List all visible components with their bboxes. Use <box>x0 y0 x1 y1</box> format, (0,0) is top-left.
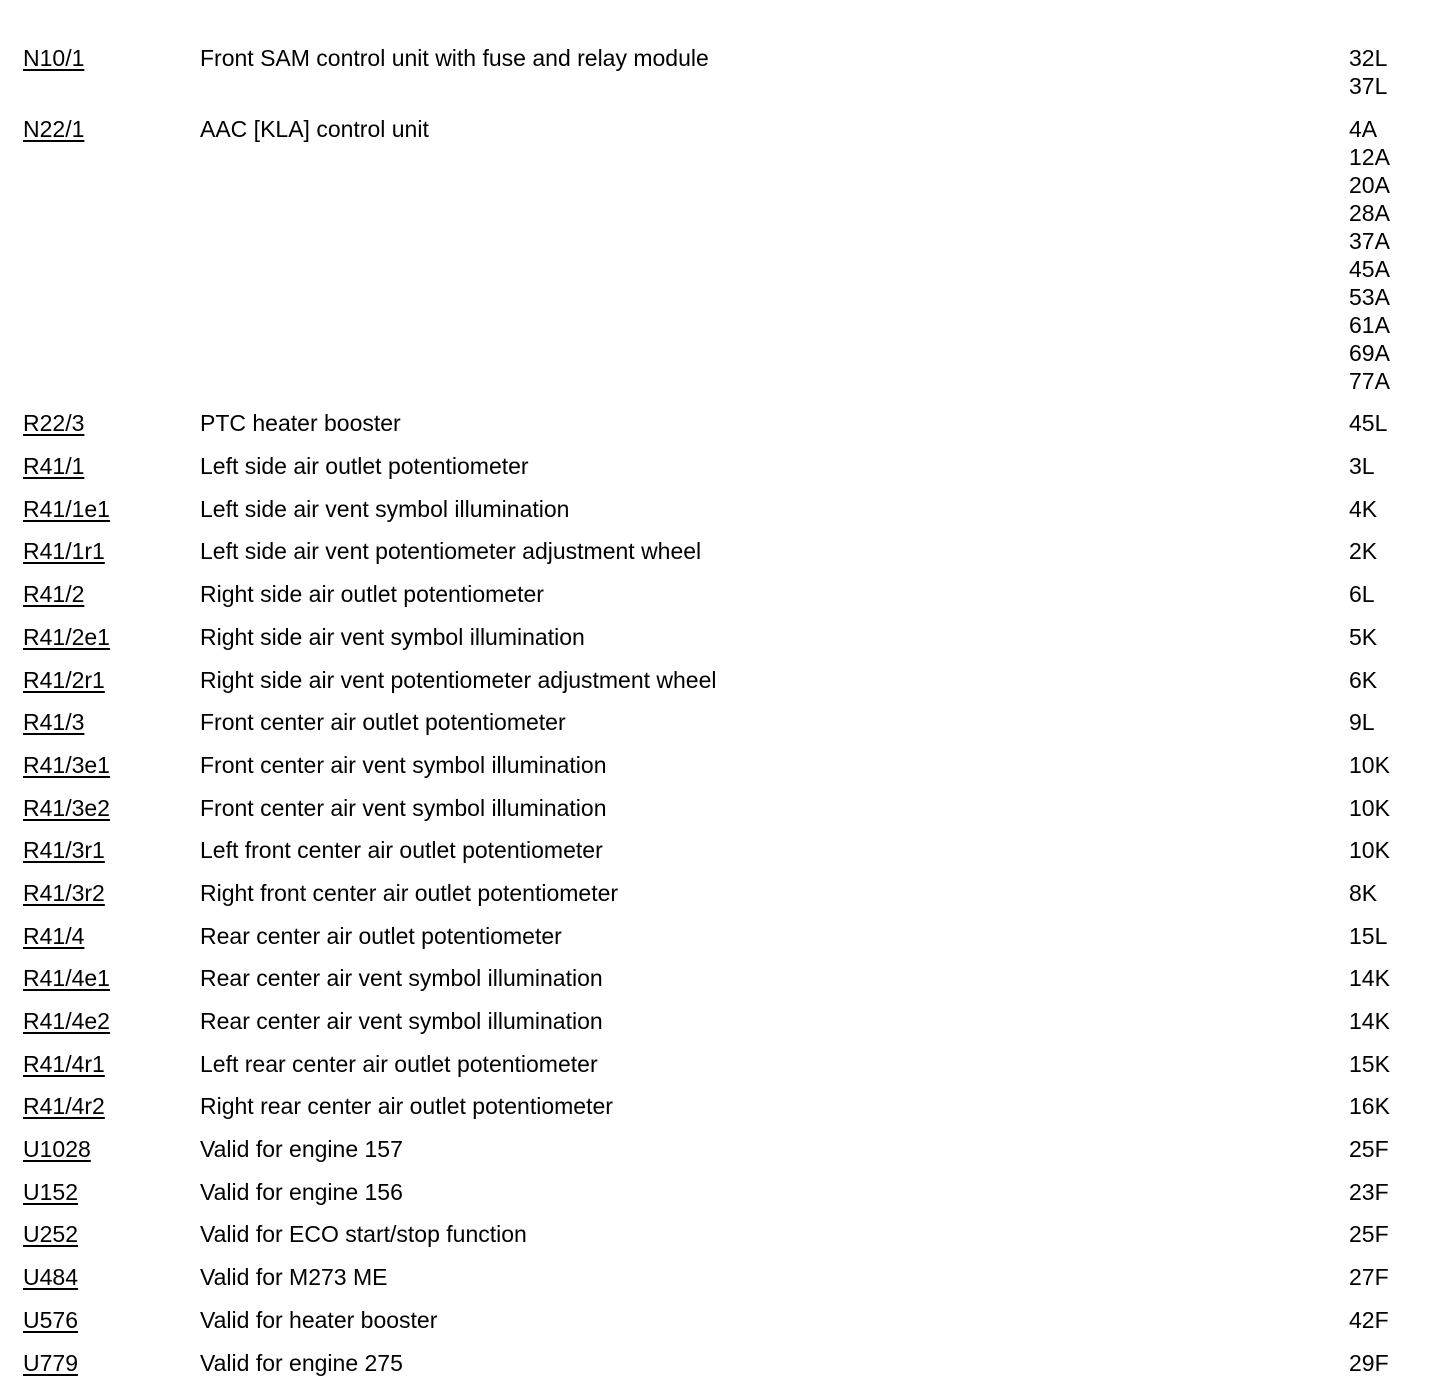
grid-location: 14K <box>1349 1008 1390 1034</box>
grid-locations <box>1349 964 1440 992</box>
component-code-link[interactable]: R41/4e1 <box>23 965 110 992</box>
grid-location: 6K <box>1349 666 1378 693</box>
component-code-link[interactable]: N10/1 <box>23 45 85 71</box>
legend-row <box>0 1349 1440 1377</box>
grid-location: 69A <box>1349 339 1390 366</box>
grid-location: 10K <box>1349 751 1390 778</box>
grid-location: 3L <box>1349 453 1375 480</box>
component-description: Rear center air vent symbol illumination <box>200 965 603 992</box>
component-code-link[interactable]: R41/2e1 <box>23 623 110 650</box>
component-description: Right rear center air outlet potentiometer <box>200 1093 613 1120</box>
grid-locations <box>1349 623 1440 651</box>
legend-row <box>0 836 1440 864</box>
component-description: Left front center air outlet potentiometer <box>200 837 603 864</box>
component-description: Front center air vent symbol illumination <box>200 794 607 821</box>
grid-location: 14K <box>1349 965 1390 992</box>
grid-location: 8K <box>1349 879 1378 906</box>
legend-row <box>0 1306 1440 1334</box>
grid-locations <box>1349 1306 1440 1334</box>
grid-locations <box>1349 708 1440 736</box>
grid-locations <box>1349 879 1440 907</box>
legend-row <box>0 879 1440 907</box>
grid-locations <box>1349 537 1440 565</box>
component-code-link[interactable]: R41/1r1 <box>23 538 105 565</box>
grid-location: 77A <box>1349 367 1390 394</box>
grid-location: 45A <box>1349 255 1390 282</box>
component-description: Right side air vent potentiometer adjustment wheel <box>200 666 717 693</box>
grid-locations <box>1349 580 1440 608</box>
grid-location: 61A <box>1349 311 1390 338</box>
component-description: Valid for M273 ME <box>200 1264 388 1291</box>
legend-row <box>0 580 1440 608</box>
legend-row <box>0 1178 1440 1206</box>
legend-row <box>0 44 1440 100</box>
grid-location: 53A <box>1349 283 1390 310</box>
legend-row <box>0 495 1440 523</box>
grid-location: 15K <box>1349 1050 1390 1077</box>
legend-row <box>0 1263 1440 1291</box>
grid-location: 6L <box>1349 581 1375 608</box>
grid-locations <box>1349 495 1440 523</box>
component-code-link[interactable]: U152 <box>23 1178 78 1205</box>
component-code-link[interactable]: R41/3e2 <box>23 794 110 821</box>
grid-locations <box>1349 1050 1440 1078</box>
grid-locations <box>1349 1007 1440 1035</box>
legend-row <box>0 537 1440 565</box>
component-code-link[interactable]: R41/1 <box>23 453 85 480</box>
component-code-link[interactable]: R41/4e2 <box>23 1008 110 1034</box>
grid-location: 42F <box>1349 1306 1389 1333</box>
component-code-link[interactable]: R41/3r1 <box>23 837 105 864</box>
grid-locations <box>1349 922 1440 950</box>
component-description: PTC heater booster <box>200 410 401 437</box>
legend-row <box>0 115 1440 395</box>
component-description: Left side air vent symbol illumination <box>200 495 570 522</box>
legend-row <box>0 1007 1440 1035</box>
grid-locations <box>1349 836 1440 864</box>
grid-location: 37A <box>1349 227 1390 254</box>
grid-locations <box>1349 1349 1440 1377</box>
component-description: Right side air vent symbol illumination <box>200 623 585 650</box>
component-code-link[interactable]: R41/2r1 <box>23 666 105 693</box>
component-code-link[interactable]: R41/1e1 <box>23 495 110 522</box>
grid-location: 4A <box>1349 115 1378 142</box>
grid-locations <box>1349 44 1440 100</box>
component-code-link[interactable]: R41/3r2 <box>23 879 105 906</box>
grid-location: 10K <box>1349 837 1390 864</box>
grid-locations <box>1349 409 1440 437</box>
grid-location: 25F <box>1349 1136 1389 1163</box>
component-code-link[interactable]: R41/3 <box>23 709 85 736</box>
grid-location: 10K <box>1349 794 1390 821</box>
component-code-link[interactable]: R41/4r1 <box>23 1050 105 1077</box>
grid-location: 4K <box>1349 495 1378 522</box>
component-code-link[interactable]: U576 <box>23 1306 78 1333</box>
grid-locations <box>1349 666 1440 694</box>
legend-row <box>0 1220 1440 1248</box>
grid-locations <box>1349 115 1440 395</box>
component-code-link[interactable]: U484 <box>23 1264 78 1291</box>
grid-location: 28A <box>1349 199 1390 226</box>
legend-row <box>0 666 1440 694</box>
component-description: Rear center air outlet potentiometer <box>200 922 562 949</box>
component-description: Rear center air vent symbol illumination <box>200 1008 603 1034</box>
legend-row <box>0 964 1440 992</box>
grid-location: 23F <box>1349 1178 1389 1205</box>
legend-row <box>0 1092 1440 1120</box>
grid-location: 37L <box>1349 73 1388 99</box>
component-code-link[interactable]: U1028 <box>23 1136 91 1163</box>
grid-locations <box>1349 1220 1440 1248</box>
component-description: AAC [KLA] control unit <box>200 115 429 142</box>
component-code-link[interactable]: R41/3e1 <box>23 751 110 778</box>
component-description: Valid for engine 275 <box>200 1349 403 1376</box>
grid-location: 32L <box>1349 45 1388 71</box>
component-description: Left rear center air outlet potentiometer <box>200 1050 598 1077</box>
legend-row <box>0 751 1440 779</box>
component-description: Right side air outlet potentiometer <box>200 581 544 608</box>
component-description: Front SAM control unit with fuse and relay module <box>200 45 709 71</box>
component-code-link[interactable]: N22/1 <box>23 115 85 142</box>
component-description: Right front center air outlet potentiometer <box>200 879 619 906</box>
grid-location: 45L <box>1349 410 1388 437</box>
component-code-link[interactable]: R41/2 <box>23 581 85 608</box>
grid-locations <box>1349 1092 1440 1120</box>
legend-row <box>0 623 1440 651</box>
grid-locations <box>1349 1135 1440 1163</box>
grid-location: 27F <box>1349 1264 1389 1291</box>
grid-location: 16K <box>1349 1093 1390 1120</box>
component-description: Valid for heater booster <box>200 1306 438 1333</box>
legend-row <box>0 922 1440 950</box>
legend-row <box>0 1050 1440 1078</box>
component-description: Front center air outlet potentiometer <box>200 709 566 736</box>
component-code-link[interactable]: R41/4 <box>23 922 85 949</box>
legend-row <box>0 452 1440 480</box>
component-description: Valid for ECO start/stop function <box>200 1221 527 1248</box>
component-description: Valid for engine 157 <box>200 1136 403 1163</box>
grid-location: 29F <box>1349 1349 1389 1376</box>
legend-row <box>0 708 1440 736</box>
component-description: Valid for engine 156 <box>200 1178 403 1205</box>
component-description: Front center air vent symbol illumination <box>200 751 607 778</box>
component-code-link[interactable]: U252 <box>23 1221 78 1248</box>
component-description: Left side air vent potentiometer adjustment wheel <box>200 538 702 565</box>
grid-location: 5K <box>1349 623 1378 650</box>
grid-locations <box>1349 1178 1440 1206</box>
component-code-link[interactable]: R22/3 <box>23 410 85 437</box>
component-code-link[interactable]: U779 <box>23 1349 78 1376</box>
grid-locations <box>1349 794 1440 822</box>
component-description: Left side air outlet potentiometer <box>200 453 529 480</box>
component-legend-list <box>0 44 1440 1391</box>
grid-location: 9L <box>1349 709 1375 736</box>
legend-row <box>0 794 1440 822</box>
grid-location: 2K <box>1349 538 1378 565</box>
component-code-link[interactable]: R41/4r2 <box>23 1093 105 1120</box>
legend-row <box>0 409 1440 437</box>
grid-location: 15L <box>1349 922 1388 949</box>
grid-location: 12A <box>1349 143 1390 170</box>
grid-locations <box>1349 751 1440 779</box>
grid-locations <box>1349 452 1440 480</box>
legend-row <box>0 1135 1440 1163</box>
grid-location: 25F <box>1349 1221 1389 1248</box>
grid-location: 20A <box>1349 171 1390 198</box>
grid-locations <box>1349 1263 1440 1291</box>
